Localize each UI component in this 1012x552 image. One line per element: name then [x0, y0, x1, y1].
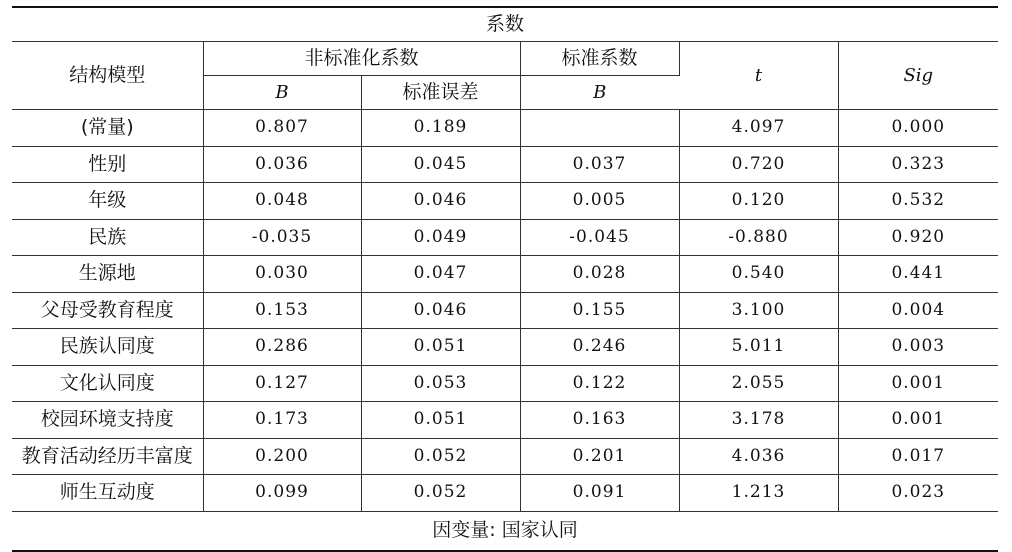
cell-b: 0.127	[203, 365, 361, 402]
table-row	[12, 365, 998, 402]
cell-sig: 0.920	[838, 219, 998, 256]
cell-std-error: 0.053	[361, 365, 520, 402]
cell-beta	[520, 110, 679, 147]
cell-std-error: 0.046	[361, 292, 520, 329]
table-row	[12, 183, 998, 220]
table-row	[12, 292, 998, 329]
cell-sig: 0.023	[838, 475, 998, 512]
cell-b: 0.030	[203, 256, 361, 293]
cell-sig: 0.323	[838, 146, 998, 183]
cell-t: 3.100	[679, 292, 838, 329]
table-row	[12, 329, 998, 366]
cell-beta: 0.028	[520, 256, 679, 293]
table-row	[12, 110, 998, 147]
cell-t: 5.011	[679, 329, 838, 366]
cell-sig: 0.004	[838, 292, 998, 329]
cell-std-error: 0.189	[361, 110, 520, 147]
cell-b: 0.807	[203, 110, 361, 147]
row-label: 校园环境支持度	[12, 402, 203, 439]
row-label: (常量)	[12, 110, 203, 147]
cell-sig: 0.441	[838, 256, 998, 293]
cell-std-error: 0.052	[361, 475, 520, 512]
header-standardized: 标准系数	[520, 42, 679, 76]
table-row	[12, 475, 998, 512]
cell-std-error: 0.046	[361, 183, 520, 220]
cell-t: 0.540	[679, 256, 838, 293]
cell-std-error: 0.051	[361, 402, 520, 439]
header-row-1	[12, 42, 998, 76]
header-sig: Sig	[838, 42, 998, 110]
cell-beta: 0.155	[520, 292, 679, 329]
cell-beta: -0.045	[520, 219, 679, 256]
cell-b: -0.035	[203, 219, 361, 256]
cell-t: 1.213	[679, 475, 838, 512]
cell-sig: 0.532	[838, 183, 998, 220]
table-row	[12, 438, 998, 475]
table-row	[12, 219, 998, 256]
header-t: t	[679, 42, 838, 110]
cell-t: -0.880	[679, 219, 838, 256]
table-footer-note: 因变量: 国家认同	[12, 511, 998, 551]
cell-t: 4.036	[679, 438, 838, 475]
cell-b: 0.286	[203, 329, 361, 366]
row-label: 性别	[12, 146, 203, 183]
row-label: 文化认同度	[12, 365, 203, 402]
cell-t: 2.055	[679, 365, 838, 402]
cell-beta: 0.091	[520, 475, 679, 512]
row-label: 年级	[12, 183, 203, 220]
cell-b: 0.036	[203, 146, 361, 183]
cell-t: 4.097	[679, 110, 838, 147]
cell-beta: 0.122	[520, 365, 679, 402]
header-b: B	[203, 76, 361, 110]
cell-std-error: 0.052	[361, 438, 520, 475]
cell-sig: 0.000	[838, 110, 998, 147]
table-body	[12, 110, 998, 512]
table-title-row	[12, 7, 998, 42]
cell-beta: 0.246	[520, 329, 679, 366]
row-label: 民族	[12, 219, 203, 256]
cell-sig: 0.017	[838, 438, 998, 475]
header-structure-model: 结构模型	[12, 42, 203, 110]
cell-b: 0.048	[203, 183, 361, 220]
cell-b: 0.099	[203, 475, 361, 512]
cell-t: 0.720	[679, 146, 838, 183]
row-label: 生源地	[12, 256, 203, 293]
cell-t: 0.120	[679, 183, 838, 220]
cell-b: 0.153	[203, 292, 361, 329]
cell-b: 0.173	[203, 402, 361, 439]
coefficients-table	[12, 6, 998, 552]
row-label: 师生互动度	[12, 475, 203, 512]
cell-beta: 0.005	[520, 183, 679, 220]
header-beta: B	[520, 76, 679, 110]
table-row	[12, 146, 998, 183]
cell-std-error: 0.049	[361, 219, 520, 256]
table-row	[12, 402, 998, 439]
cell-sig: 0.003	[838, 329, 998, 366]
cell-sig: 0.001	[838, 365, 998, 402]
row-label: 父母受教育程度	[12, 292, 203, 329]
cell-beta: 0.201	[520, 438, 679, 475]
coefficients-table-container	[12, 6, 998, 552]
cell-std-error: 0.047	[361, 256, 520, 293]
header-std-error: 标准误差	[361, 76, 520, 110]
cell-std-error: 0.045	[361, 146, 520, 183]
cell-sig: 0.001	[838, 402, 998, 439]
cell-std-error: 0.051	[361, 329, 520, 366]
cell-b: 0.200	[203, 438, 361, 475]
header-unstandardized: 非标准化系数	[203, 42, 520, 76]
row-label: 教育活动经历丰富度	[12, 438, 203, 475]
table-title: 系数	[12, 7, 998, 42]
cell-t: 3.178	[679, 402, 838, 439]
cell-beta: 0.163	[520, 402, 679, 439]
row-label: 民族认同度	[12, 329, 203, 366]
table-row	[12, 256, 998, 293]
cell-beta: 0.037	[520, 146, 679, 183]
table-footer-row	[12, 511, 998, 551]
